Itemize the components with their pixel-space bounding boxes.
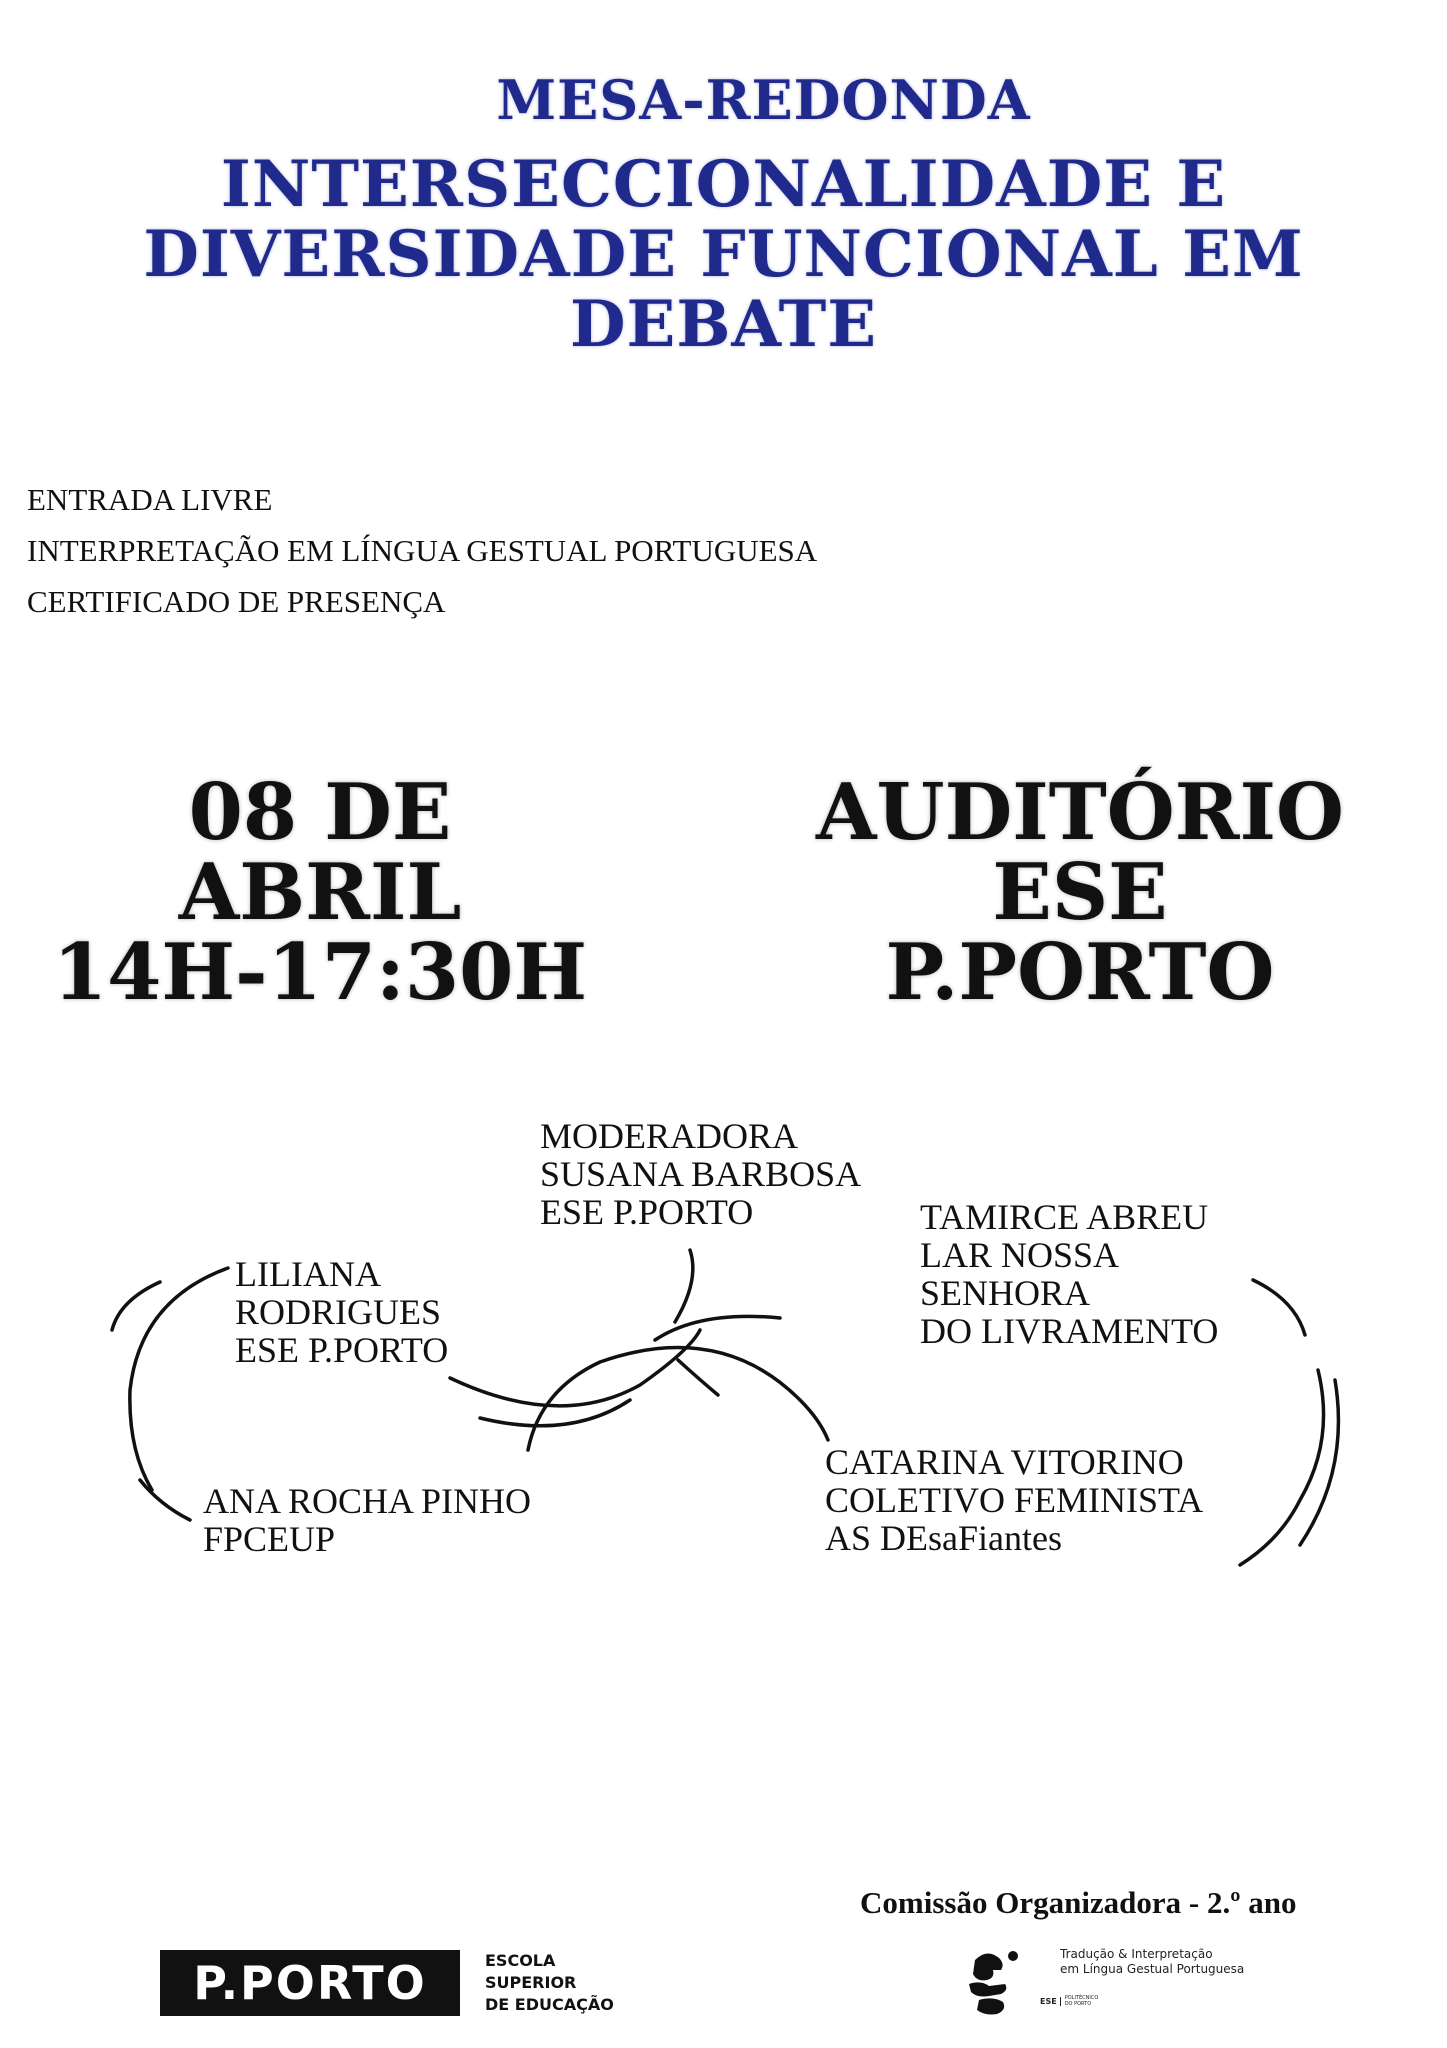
tilgp-name xyxy=(1060,1947,1244,1977)
catarina-affiliation-2: AS DEsaFiantes xyxy=(825,1518,1062,1558)
tilgp-line-1: Tradução & Interpretação xyxy=(1060,1947,1213,1961)
curve-center-lower xyxy=(480,1400,630,1426)
title-line-1: INTERSECCIONALIDADE E xyxy=(220,147,1227,222)
tamirce-affiliation-3: DO LIVRAMENTO xyxy=(920,1311,1219,1351)
info-free-entry: ENTRADA LIVRE xyxy=(27,482,273,517)
curve-center-wave xyxy=(450,1330,700,1406)
curve-left-outer xyxy=(130,1268,228,1490)
curve-right-outer xyxy=(1240,1370,1324,1565)
curve-center-dash-2 xyxy=(678,1360,718,1395)
tamirce-affiliation-1: LAR NOSSA xyxy=(920,1235,1120,1275)
tamirce-name: TAMIRCE ABREU xyxy=(920,1197,1209,1237)
curve-moderator-stem xyxy=(675,1250,693,1322)
school-line-3: DE EDUCAÇÃO xyxy=(485,1995,614,2014)
event-time: 14H-17:30H xyxy=(52,927,588,1018)
venue-line-2: ESE P.PORTO xyxy=(885,847,1275,1018)
moderator-role: MODERADORA xyxy=(540,1116,799,1156)
ese-mark-sub: POLITÉCNICO DO PORTO xyxy=(1064,1995,1099,2007)
info-sign-language: INTERPRETAÇÃO EM LÍNGUA GESTUAL PORTUGUESA xyxy=(27,533,818,568)
school-name xyxy=(485,1950,614,2016)
liliana-name-2: RODRIGUES xyxy=(235,1292,442,1332)
ese-mark xyxy=(1040,1995,1099,2007)
school-line-1: ESCOLA xyxy=(485,1951,556,1970)
tamirce-affiliation-2: SENHORA xyxy=(920,1273,1091,1313)
curve-left-bottom xyxy=(140,1480,190,1520)
event-kicker: MESA-REDONDA xyxy=(496,68,1031,132)
curve-right-inner xyxy=(1300,1380,1338,1545)
venue-line-1: AUDITÓRIO xyxy=(816,767,1344,858)
title-line-2: DIVERSIDADE FUNCIONAL EM xyxy=(143,217,1304,292)
catarina-name: CATARINA VITORINO xyxy=(825,1442,1184,1482)
school-line-2: SUPERIOR xyxy=(485,1973,577,1992)
ese-mark-text: ESE xyxy=(1040,1997,1061,2006)
curve-center-dash xyxy=(655,1316,780,1340)
speaker-liliana xyxy=(235,1255,448,1369)
hands-sign-icon xyxy=(965,1940,1045,2020)
speaker-tamirce xyxy=(920,1198,1218,1350)
curve-center-s xyxy=(528,1348,828,1450)
pporto-logo: P.PORTO xyxy=(160,1950,460,2016)
organizer-credit: Comissão Organizadora - 2.º ano xyxy=(860,1885,1297,1920)
moderator-affiliation: ESE P.PORTO xyxy=(540,1192,754,1232)
speaker-moderator xyxy=(540,1117,861,1231)
speaker-catarina xyxy=(825,1443,1203,1557)
speaker-ana xyxy=(203,1482,531,1558)
info-certificate: CERTIFICADO DE PRESENÇA xyxy=(27,584,446,619)
tilgp-line-2: em Língua Gestual Portuguesa xyxy=(1060,1962,1245,1976)
ana-affiliation: FPCEUP xyxy=(203,1519,336,1559)
event-date: 08 DE ABRIL xyxy=(178,767,462,938)
curve-right-top xyxy=(1253,1280,1305,1335)
moderator-name: SUSANA BARBOSA xyxy=(540,1154,862,1194)
liliana-name-1: LILIANA xyxy=(235,1254,381,1294)
ana-name: ANA ROCHA PINHO xyxy=(203,1481,532,1521)
title-line-3: DEBATE xyxy=(570,287,877,362)
liliana-affiliation: ESE P.PORTO xyxy=(235,1330,449,1370)
catarina-affiliation-1: COLETIVO FEMINISTA xyxy=(825,1480,1204,1520)
